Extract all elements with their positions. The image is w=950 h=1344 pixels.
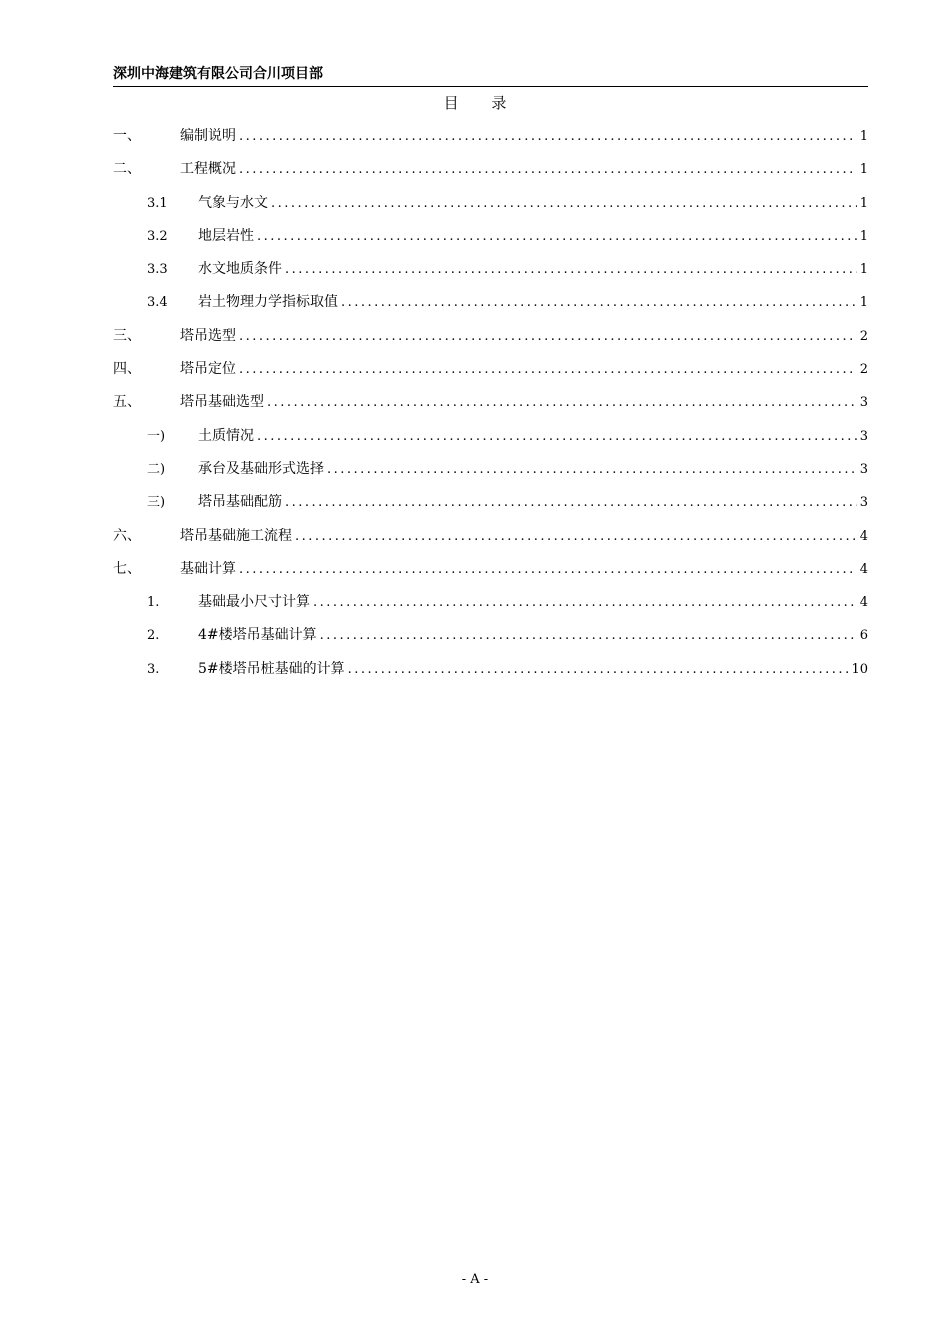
page-footer: - A -	[461, 1272, 489, 1287]
toc-entry-label[interactable]: 气象与水文	[198, 194, 268, 211]
toc-entry-number: 3.4	[147, 295, 168, 311]
toc-entry-number: 三)	[147, 495, 166, 511]
toc-entry-page-number: 3	[859, 495, 868, 511]
page-header: 深圳中海建筑有限公司合川项目部	[113, 64, 868, 87]
toc-dot-leader	[285, 491, 857, 515]
toc-entry-page-number: 1	[859, 228, 868, 244]
toc-entry-number: 三、	[113, 327, 141, 344]
toc-dot-leader	[327, 458, 857, 482]
toc-entry-number: 2.	[147, 628, 160, 644]
toc-entry[interactable]	[113, 623, 868, 656]
toc-entry-label[interactable]: 4#楼塔吊基础计算	[198, 627, 317, 644]
toc-entry[interactable]	[113, 290, 868, 323]
toc-entry-label[interactable]: 工程概况	[180, 161, 236, 178]
toc-dot-leader	[239, 358, 857, 382]
toc-entry[interactable]	[113, 124, 868, 157]
toc-entry-label[interactable]: 塔吊基础施工流程	[180, 527, 292, 544]
toc-entry-number: 一)	[147, 428, 166, 444]
toc-entry[interactable]	[113, 524, 868, 557]
toc-entry-label[interactable]: 承台及基础形式选择	[198, 460, 324, 477]
toc-entry[interactable]	[113, 557, 868, 590]
toc-entry-label[interactable]: 基础最小尺寸计算	[198, 594, 310, 611]
toc-dot-leader	[239, 125, 857, 149]
toc-entry-label[interactable]: 塔吊选型	[180, 327, 236, 344]
toc-entry[interactable]	[113, 424, 868, 457]
toc-entry-label[interactable]: 水文地质条件	[198, 261, 282, 278]
toc-entry-number: 七、	[113, 560, 141, 577]
toc-dot-leader	[320, 624, 857, 648]
toc-entry[interactable]	[113, 390, 868, 423]
toc-entry[interactable]	[113, 657, 868, 690]
table-of-contents	[113, 124, 868, 690]
toc-entry[interactable]	[113, 457, 868, 490]
toc-entry-page-number: 4	[859, 528, 868, 544]
toc-title: 目 录	[443, 94, 521, 112]
toc-entry-number: 一、	[113, 128, 141, 144]
toc-entry-page-number: 2	[859, 328, 868, 344]
toc-entry-label[interactable]: 塔吊基础配筋	[198, 494, 282, 511]
toc-entry[interactable]	[113, 257, 868, 290]
toc-entry-label[interactable]: 5#楼塔吊桩基础的计算	[198, 660, 345, 677]
toc-dot-leader	[257, 225, 857, 249]
toc-dot-leader	[348, 658, 849, 682]
toc-entry-number: 五、	[113, 394, 141, 411]
toc-entry-label[interactable]: 塔吊定位	[180, 361, 236, 378]
toc-entry[interactable]	[113, 157, 868, 190]
toc-entry-number: 3.	[147, 661, 160, 677]
toc-entry-number: 二)	[147, 461, 166, 477]
toc-entry-page-number: 1	[859, 129, 868, 144]
toc-entry[interactable]	[113, 191, 868, 224]
toc-entry-label[interactable]: 地层岩性	[198, 227, 254, 244]
toc-entry-page-number: 2	[859, 362, 868, 378]
toc-entry[interactable]	[113, 324, 868, 357]
toc-dot-leader	[313, 591, 857, 615]
toc-entry-page-number: 3	[859, 461, 868, 477]
toc-dot-leader	[239, 325, 857, 349]
toc-entry-page-number: 3	[859, 395, 868, 411]
toc-entry-page-number: 1	[859, 295, 868, 311]
toc-entry-label[interactable]: 岩土物理力学指标取值	[198, 294, 338, 311]
toc-dot-leader	[271, 192, 857, 216]
toc-entry[interactable]	[113, 490, 868, 523]
toc-entry-page-number: 1	[859, 162, 868, 178]
toc-dot-leader	[239, 158, 857, 182]
toc-entry-page-number: 1	[859, 195, 868, 211]
toc-entry-number: 六、	[113, 527, 141, 544]
toc-entry[interactable]	[113, 590, 868, 623]
toc-dot-leader	[341, 291, 857, 315]
toc-entry-number: 1.	[147, 595, 160, 611]
toc-entry-page-number: 4	[859, 561, 868, 577]
toc-entry-label[interactable]: 塔吊基础选型	[180, 394, 264, 411]
toc-entry-page-number: 3	[859, 428, 868, 444]
toc-dot-leader	[267, 391, 857, 415]
toc-entry-number: 3.3	[147, 262, 168, 278]
toc-entry-label[interactable]: 基础计算	[180, 560, 236, 577]
toc-dot-leader	[295, 525, 857, 549]
toc-entry-number: 四、	[113, 361, 141, 378]
toc-dot-leader	[257, 425, 857, 449]
toc-entry-page-number: 6	[859, 628, 868, 644]
toc-entry-number: 二、	[113, 161, 141, 178]
toc-entry-page-number: 4	[859, 595, 868, 611]
toc-entry-page-number: 1	[859, 262, 868, 278]
toc-entry-page-number: 10	[851, 661, 868, 677]
toc-entry[interactable]	[113, 224, 868, 257]
toc-dot-leader	[285, 258, 857, 282]
toc-dot-leader	[239, 558, 857, 582]
toc-entry[interactable]	[113, 357, 868, 390]
toc-entry-label[interactable]: 编制说明	[180, 128, 236, 144]
toc-entry-label[interactable]: 土质情况	[198, 427, 254, 444]
toc-entry-number: 3.1	[147, 195, 168, 211]
toc-entry-number: 3.2	[147, 228, 168, 244]
